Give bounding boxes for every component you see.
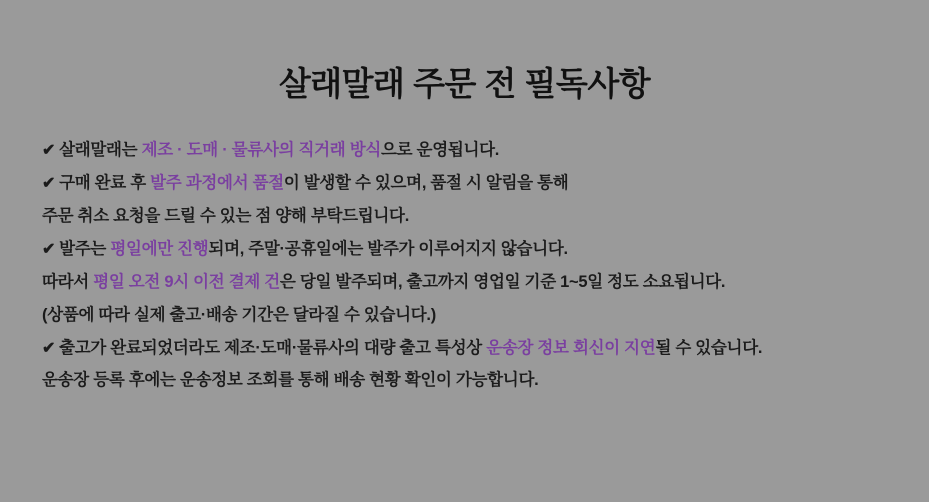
notice-text: 구매 완료 후 bbox=[59, 173, 151, 192]
notice-text: (상품에 따라 실제 출고·배송 기간은 달라질 수 있습니다.) bbox=[42, 305, 436, 324]
notice-line bbox=[42, 337, 905, 361]
notice-text: 운송장 등록 후에는 운송정보 조회를 통해 배송 현황 확인이 가능합니다. bbox=[42, 371, 539, 390]
highlighted-text: 평일에만 진행 bbox=[110, 239, 209, 258]
notice-line bbox=[42, 238, 905, 262]
check-icon: ✔ bbox=[42, 339, 56, 357]
notice-text: 발주는 bbox=[59, 239, 111, 258]
notice-text: 이 발생할 수 있으며, 품절 시 알림을 통해 bbox=[283, 173, 569, 192]
highlighted-text: 발주 과정에서 품절 bbox=[150, 173, 284, 192]
notice-text: 출고가 완료되었더라도 제조·도매·물류사의 대량 출고 특성상 bbox=[59, 338, 487, 357]
notice-line bbox=[42, 369, 905, 393]
highlighted-text: 평일 오전 9시 이전 결제 건 bbox=[93, 272, 280, 291]
notice-text: 은 당일 발주되며, 출고까지 영업일 기준 1~5일 정도 소요됩니다. bbox=[279, 272, 726, 291]
notice-line bbox=[42, 139, 905, 163]
check-icon: ✔ bbox=[42, 174, 56, 192]
highlighted-text: 제조 · 도매 · 물류사의 직거래 방식 bbox=[141, 141, 381, 159]
notice-line bbox=[42, 304, 905, 328]
notice-text: 되며, 주말·공휴일에는 발주가 이루어지지 않습니다. bbox=[208, 239, 568, 258]
notice-text: 살래말래는 bbox=[59, 141, 142, 159]
highlighted-text: 운송장 정보 회신이 지연 bbox=[486, 338, 656, 357]
notice-line bbox=[42, 172, 905, 196]
page-title: 살래말래 주문 전 필독사항 bbox=[278, 65, 651, 102]
check-icon: ✔ bbox=[42, 142, 56, 159]
check-icon: ✔ bbox=[42, 240, 56, 258]
notice-line bbox=[42, 271, 905, 295]
notice-line bbox=[42, 205, 905, 229]
notice-text: 주문 취소 요청을 드릴 수 있는 점 양해 부탁드립니다. bbox=[42, 206, 409, 225]
notice-text: 될 수 있습니다. bbox=[655, 338, 763, 357]
notice-text: 으로 운영됩니다. bbox=[381, 141, 500, 159]
notice-list bbox=[24, 139, 905, 393]
notice-text: 따라서 bbox=[42, 272, 94, 291]
